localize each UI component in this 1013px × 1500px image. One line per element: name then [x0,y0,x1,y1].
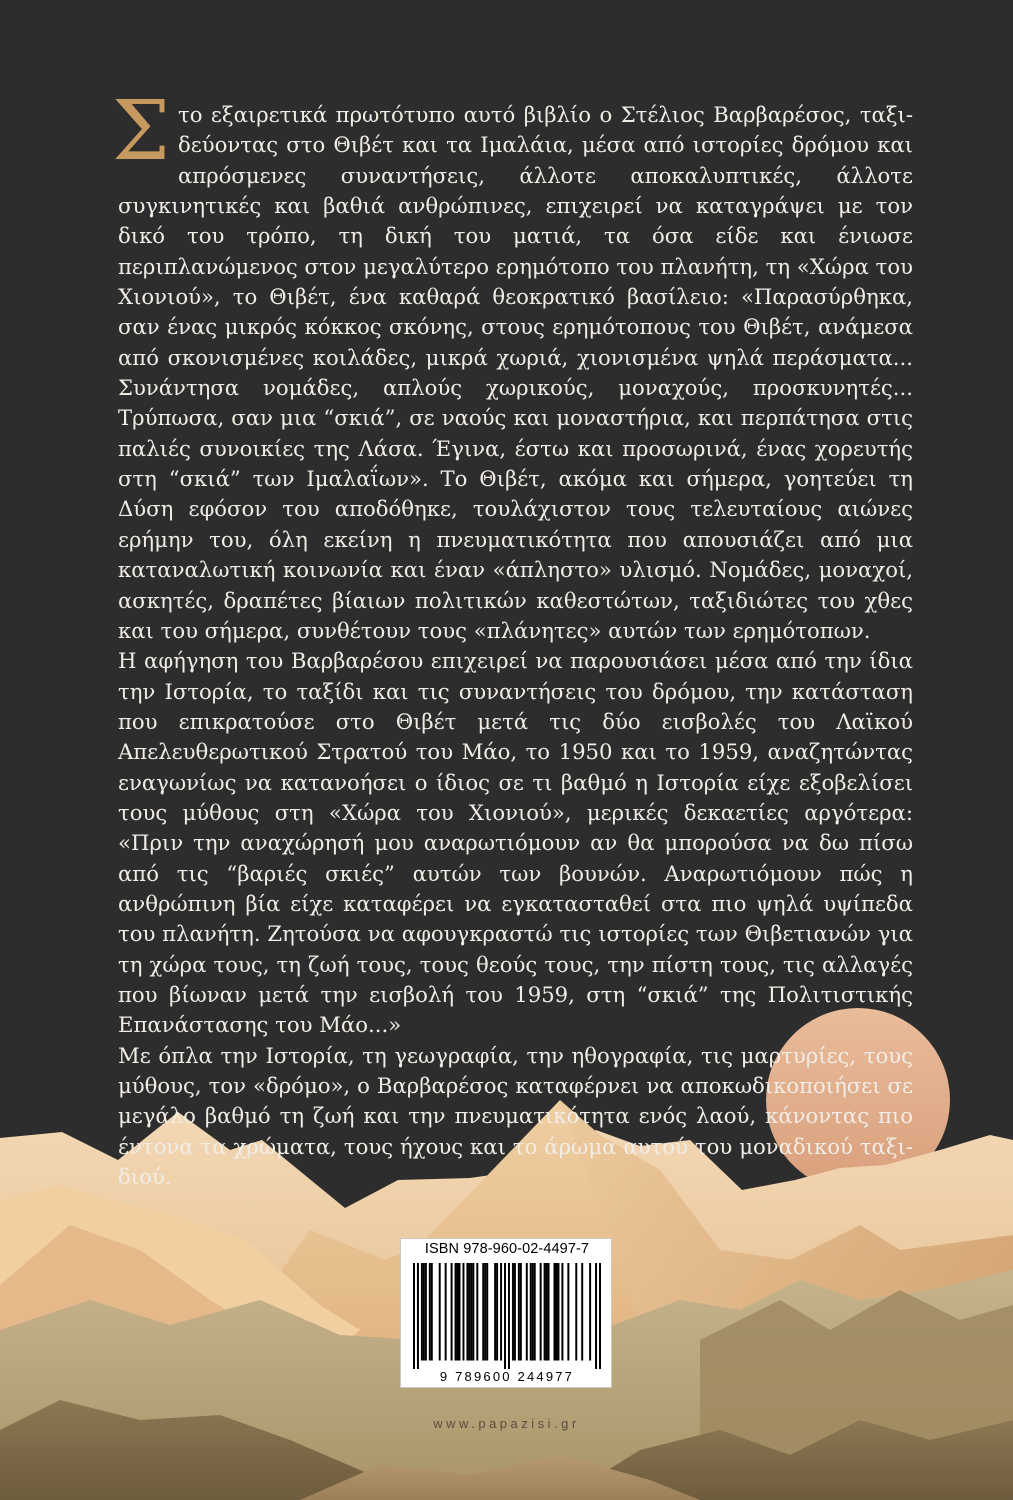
barcode-bar [554,1263,556,1361]
barcode [413,1263,601,1369]
barcode-bar [508,1263,510,1369]
barcode-bar [504,1263,506,1369]
barcode-bar [595,1263,597,1369]
barcode-bar [534,1263,536,1361]
barcode-bar [567,1263,569,1361]
barcode-bar [520,1263,522,1361]
isbn-digits: 9 789600 244977 [439,1369,575,1384]
blurb-paragraph-1 [112,84,913,646]
barcode-bar [466,1263,468,1361]
barcode-bar [486,1263,488,1361]
blurb-paragraph-3: Με όπλα την Ιστορία, τη γεωγραφία, την ηθογραφία, τις μαρτυρίες, τους μύθους, τον «δρόμο», ο Βαρβαρέσος καταφέρνει να αποκωδικοποιήσει σε μεγάλο βαθμό τη ζωή και την πνευματικότητα ενός λαού, κάνοντας πιο έντονα τα χρώματα, τους ήχους και το άρωμα αυτού του μοναδικού ταξιδιού. [118,1042,913,1190]
barcode-bar [413,1263,415,1369]
blurb-paragraph-1-text: το εξαιρετικά πρωτότυπο αυτό βιβλίο ο Στέλιος Βαρβαρέσος, ταξιδεύοντας στο Θιβέτ και τα Ιμαλάια, μέσα από ιστορίες δρόμου και απρόσμενες συναντήσεις, άλλοτε αποκαλυπτικές, άλλοτε συγκινητικές και βαθιά ανθρώπινες, επιχειρεί να καταγράψει με τον δικό του τρόπο, τη δική του ματιά, τα όσα είδε και ένιωσε περιπλανώμενος στον μεγαλύτερο ερημότοπο του πλανήτη, τη «Χώρα του Χιονιού», το Θιβέτ, ένα καθαρά θεοκρατικό βασίλειο: «Παρασύρθηκα, σαν ένας μικρός κόκκος σκόνης, στους ερημότοπους του Θιβέτ, ανάμεσα από σκονισμένες κοιλάδες, μικρά χωριά, χιονισμένα ψηλά περάσματα... Συνάντησα νομάδες, απλούς χωρικούς, μοναχούς, προσκυνητές... Τρύπωσα, σαν μια “σκιά”, σε ναούς και μοναστήρια, και περπάτησα στις παλιές συνοικίες της Λάσα. Έγινα, έστω και προσωρινά, ένας χορευτής στη “σκιά” των Ιμαλαΐων». Το Θιβέτ, ακόμα και σήμερα, γοητεύει τη Δύση εφόσον του αποδόθηκε, τουλάχιστον τους τελευταίους αιώνες ερήμην του, όλη εκείνη η πνευματικότητα που απουσιάζει από μια καταναλωτική κοινωνία και έναν «άπληστο» υλισμό. Νομάδες, μοναχοί, ασκητές, δραπέτες βίαιων πολιτικών καθεστώτων, ταξιδιώτες του χθες και του σήμερα, συνθέτουν τους «πλάνητες» αυτών των ερημότοπων. [118,102,913,643]
barcode-bar [457,1263,459,1361]
barcode-bar [532,1263,534,1361]
publisher-website: www.papazisi.gr [433,1416,580,1431]
barcode-bar [431,1263,433,1361]
barcode-bar [530,1263,532,1361]
barcode-bar [494,1263,496,1361]
barcode-bar [555,1263,557,1361]
barcode-bar [484,1263,486,1361]
barcode-bar [518,1263,520,1361]
back-cover-blurb [112,84,913,1192]
barcode-bar [459,1263,461,1361]
isbn-barcode-box [400,1238,612,1388]
barcode-bar [425,1263,427,1361]
barcode-bar [581,1263,583,1361]
barcode-bar [445,1263,447,1361]
barcode-bar [472,1263,474,1361]
barcode-bar [476,1263,478,1361]
barcode-bar [544,1263,546,1361]
barcode-bar [557,1263,559,1361]
barcode-bar [451,1263,453,1361]
barcode-bar [496,1263,498,1361]
barcode-bar [429,1263,431,1361]
isbn-label: ISBN 978-960-02-4497-7 [424,1241,590,1257]
blurb-paragraph-2: Η αφήγηση του Βαρβαρέσου επιχειρεί να παρουσιάσει μέσα από την ίδια την Ιστορία, το ταξίδι και τις συναντήσεις του δρόμου, την κατάσταση που επικρατούσε στο Θιβέτ μετά τις δύο εισβολές του Λαϊκού Απελευθερωτικού Στρατού του Μάο, το 1950 και το 1959, αναζητώντας εναγωνίως να κατανοήσει ο ίδιος σε τι βαθμό η Ιστορία είχε εξοβελίσει τους μύθους στη «Χώρα του Χιονιού», μερικές δεκαετίες αργότερα: «Πριν την αναχώρησή μου αναρωτιόμουν αν θα μπορούσα να δω πίσω από τις “βαριές σκιές” αυτών των βουνών. Αναρωτιόμουν πώς η ανθρώπινη βία είχε καταφέρει να εγκατασταθεί στα πιο ψηλά υψίπεδα του πλανήτη. Ζητούσα να αφουγκραστώ τις ιστορίες των Θιβετιανών για τη χώρα τους, τη ζωή τους, τους θεούς τους, την πίστη τους, τις αλλαγές που βίωναν μετά την εισβολή του 1959, στη “σκιά” της Πολιτιστικής Επανάστασης του Μάο...» [118,648,913,1038]
barcode-bar [589,1263,591,1361]
barcode-bar [546,1263,548,1361]
barcode-bar [575,1263,577,1361]
barcode-bar [500,1263,502,1361]
barcode-bar [548,1263,550,1361]
barcode-bar [561,1263,563,1361]
barcode-bar [540,1263,542,1361]
barcode-bar [468,1263,470,1361]
barcode-bar [421,1263,423,1361]
barcode-bar [417,1263,419,1369]
barcode-bar [455,1263,457,1361]
barcode-bar [514,1263,516,1361]
barcode-bar [462,1263,464,1361]
barcode-bar [526,1263,528,1361]
barcode-bar [423,1263,425,1361]
barcode-bar [599,1263,601,1369]
barcode-bar [512,1263,514,1361]
drop-cap: Σ [112,84,170,179]
barcode-bar [439,1263,441,1361]
barcode-bar [482,1263,484,1361]
barcode-bar [470,1263,472,1361]
